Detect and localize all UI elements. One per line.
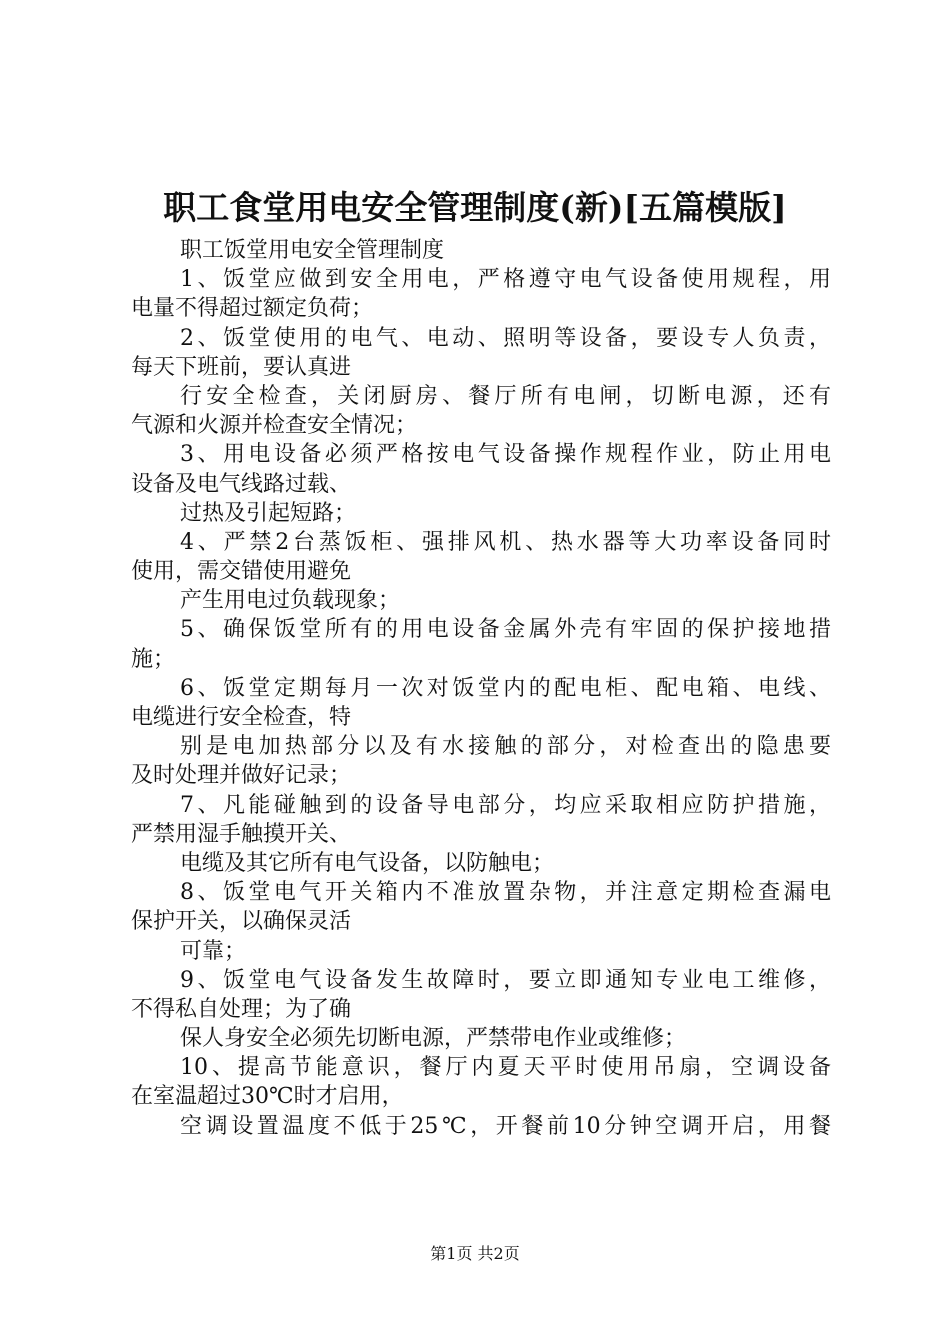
body-line: 严禁用湿手触摸开关、 [131, 821, 352, 847]
body-line: 行安全检查，关闭厨房、餐厅所有电闸，切断电源，还有 [180, 383, 831, 409]
body-line: 电缆及其它所有电气设备，以防触电； [180, 850, 555, 876]
body-line: 在室温超过30℃时才启用， [131, 1084, 404, 1110]
body-line: 8、饭堂电气开关箱内不准放置杂物，并注意定期检查漏电 [180, 880, 831, 906]
body-line: 6、饭堂定期每月一次对饭堂内的配电柜、配电箱、电线、 [180, 675, 831, 701]
body-line: 使用，需交错使用避免 [131, 559, 352, 585]
body-line: 空调设置温度不低于25℃，开餐前10分钟空调开启，用餐 [180, 1113, 831, 1139]
body-line: 过热及引起短路； [180, 500, 357, 526]
body-line: 10、提高节能意识，餐厅内夏天平时使用吊扇，空调设备 [180, 1055, 831, 1081]
body-line: 别是电加热部分以及有水接触的部分，对检查出的隐患要 [180, 734, 831, 760]
body-line: 设备及电气线路过载、 [131, 471, 352, 497]
body-line: 及时处理并做好记录； [131, 763, 352, 789]
body-line: 职工饭堂用电安全管理制度 [180, 238, 445, 263]
body-line: 9、饭堂电气设备发生故障时，要立即通知专业电工维修， [180, 967, 831, 993]
body-line: 电缆进行安全检查，特 [131, 705, 352, 730]
body-line: 5、确保饭堂所有的用电设备金属外壳有牢固的保护接地措 [180, 617, 831, 643]
body-line: 不得私自处理；为了确 [131, 996, 352, 1022]
body-line: 2、饭堂使用的电气、电动、照明等设备，要设专人负责， [180, 325, 831, 351]
body-line: 3、用电设备必须严格按电气设备操作规程作业，防止用电 [180, 442, 831, 468]
body-line: 1、饭堂应做到安全用电，严格遵守电气设备使用规程，用 [180, 267, 831, 293]
document-body [131, 236, 831, 1141]
body-line: 施； [131, 646, 176, 672]
body-line: 产生用电过负载现象； [180, 588, 401, 614]
body-line: 保人身安全必须先切断电源，严禁带电作业或维修； [180, 1026, 687, 1052]
body-line: 气源和火源并检查安全情况； [131, 413, 418, 439]
document-title: 职工食堂用电安全管理制度(新)[五篇模版] [163, 188, 787, 227]
body-line: 电量不得超过额定负荷； [131, 296, 374, 322]
body-line: 每天下班前，要认真进 [131, 354, 352, 380]
body-line: 7、凡能碰触到的设备导电部分，均应采取相应防护措施， [180, 792, 831, 818]
body-line: 4、严禁2台蒸饭柜、强排风机、热水器等大功率设备同时 [180, 529, 831, 555]
body-line: 保护开关，以确保灵活 [131, 909, 352, 935]
body-line: 可靠； [180, 938, 247, 964]
page-footer: 第1页 共2页 [430, 1244, 520, 1263]
